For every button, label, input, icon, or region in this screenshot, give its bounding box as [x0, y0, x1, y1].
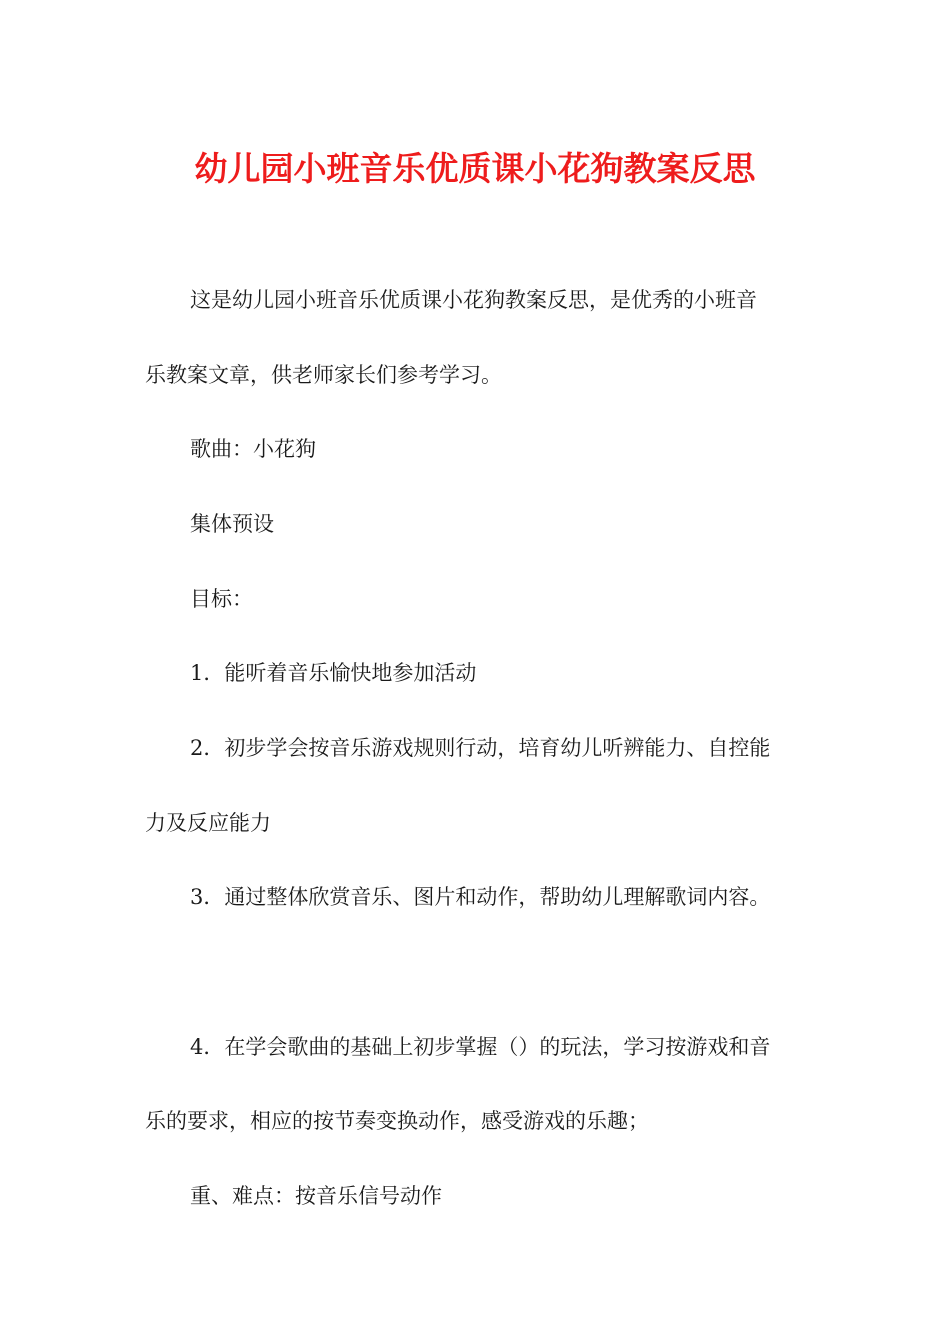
- intro-paragraph-line-2: 乐教案文章，供老师家长们参考学习。: [145, 363, 502, 387]
- goal-item-4-line-1: 4．在学会歌曲的基础上初步掌握（）的玩法，学习按游戏和音: [190, 1035, 771, 1059]
- section-heading-goals: 目标：: [190, 587, 253, 611]
- song-label: 歌曲：小花狗: [190, 437, 316, 461]
- key-difficulty-line: 重、难点：按音乐信号动作: [190, 1184, 442, 1208]
- goal-item-4-line-2: 乐的要求，相应的按节奏变换动作，感受游戏的乐趣；: [145, 1109, 649, 1133]
- section-heading-collective: 集体预设: [190, 512, 274, 536]
- goal-item-2-line-2: 力及反应能力: [145, 811, 271, 835]
- goal-item-1: 1．能听着音乐愉快地参加活动: [190, 661, 477, 685]
- intro-paragraph-line-1: 这是幼儿园小班音乐优质课小花狗教案反思，是优秀的小班音: [190, 288, 757, 312]
- goal-item-3: 3．通过整体欣赏音乐、图片和动作，帮助幼儿理解歌词内容。: [190, 885, 771, 909]
- goal-item-2-line-1: 2．初步学会按音乐游戏规则行动，培育幼儿听辨能力、自控能: [190, 736, 771, 760]
- document-title: 幼儿园小班音乐优质课小花狗教案反思: [194, 149, 756, 188]
